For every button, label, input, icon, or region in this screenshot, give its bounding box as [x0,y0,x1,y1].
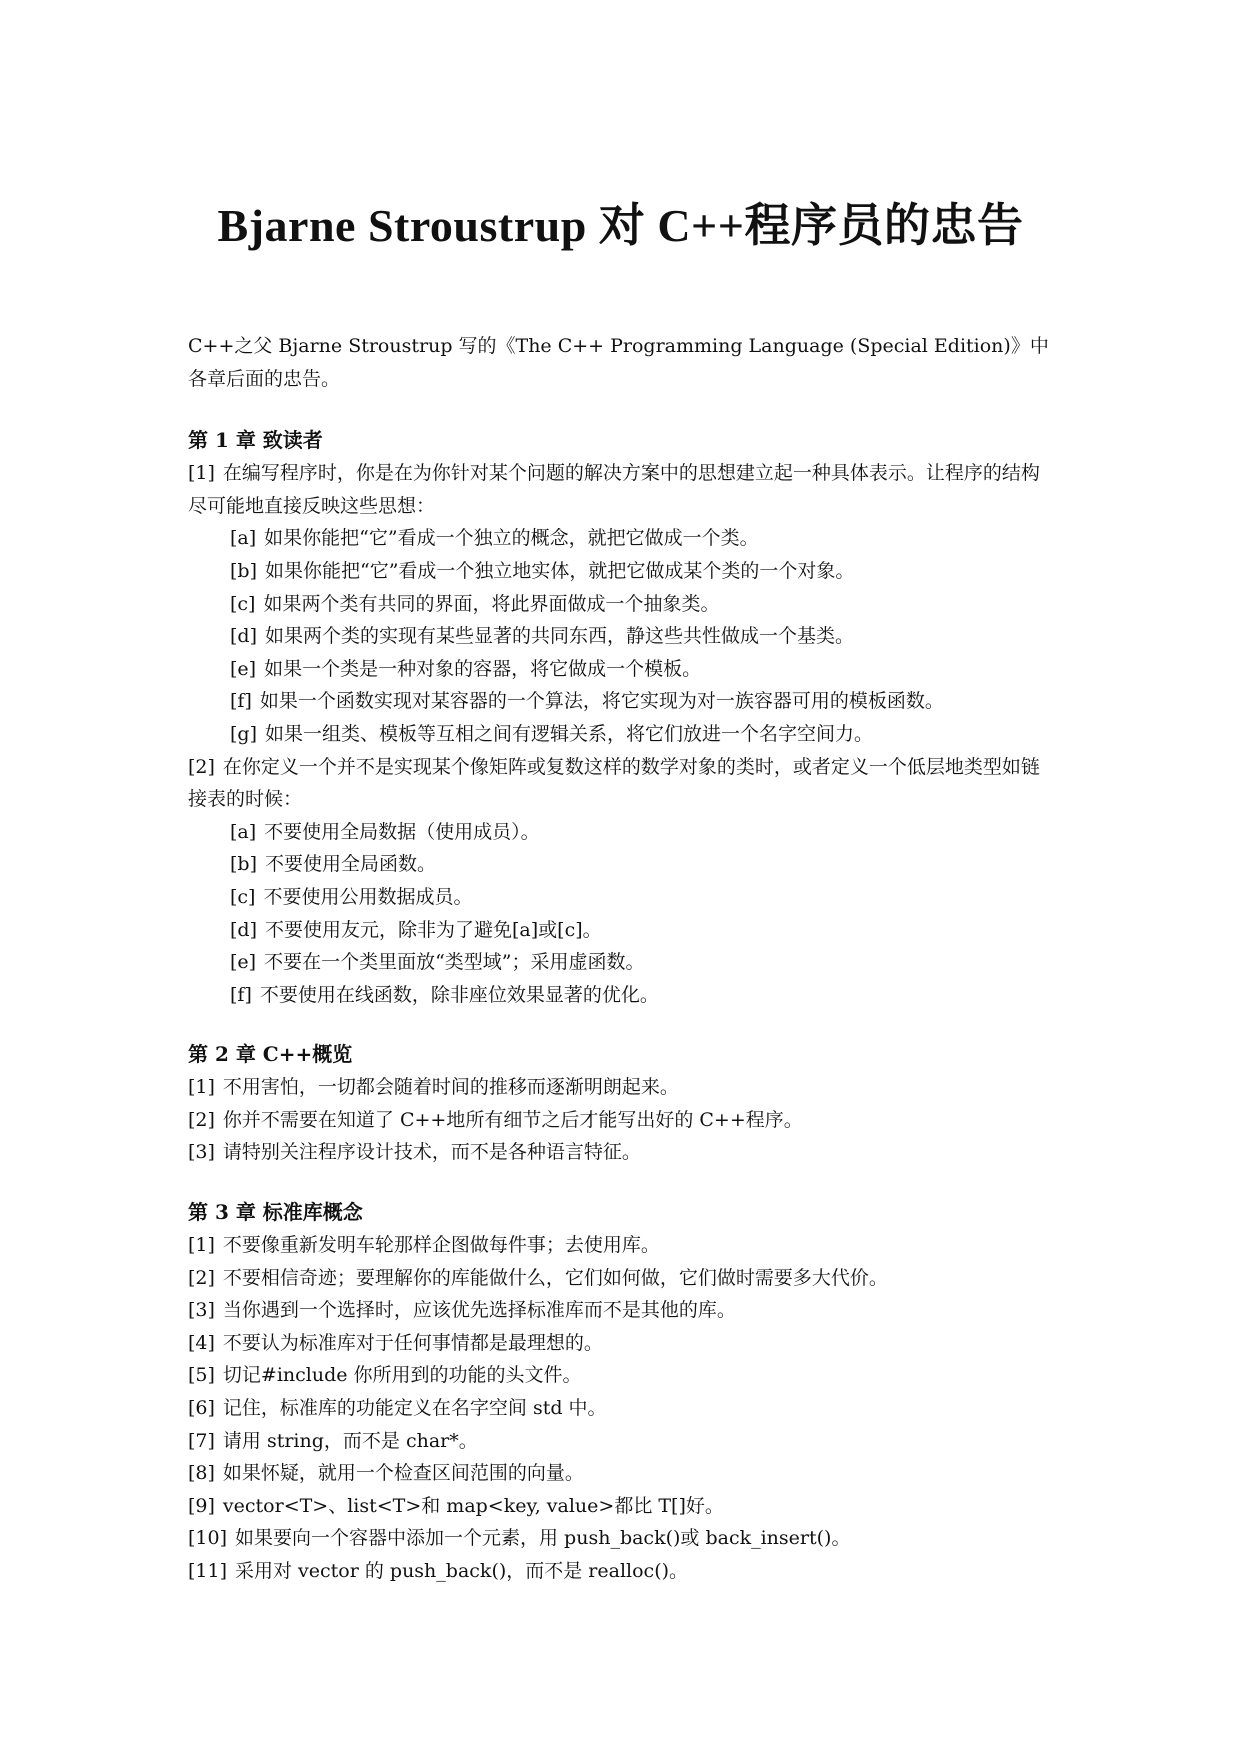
advice-item [188,1392,1058,1425]
item-label: [1] [188,1076,215,1099]
subitem-label: [c] [230,885,256,908]
item-text: 你并不需要在知道了 C++地所有细节之后才能写出好的 C++程序。 [222,1108,803,1131]
subitem-text: 不要使用在线函数，除非座位效果显著的优化。 [259,983,659,1006]
chapter-heading: 第 3 章 标准库概念 [188,1200,363,1225]
chapter-heading: 第 2 章 C++概览 [188,1042,353,1067]
item-label: [3] [188,1299,215,1322]
subitem-label: [e] [230,657,257,680]
item-text: 当你遇到一个选择时，应该优先选择标准库而不是其他的库。 [222,1299,736,1322]
subitem-label: [d] [230,625,257,648]
advice-item [188,1359,1058,1392]
item-text: 请用 string，而不是 char*。 [222,1429,478,1452]
advice-item [188,1104,1058,1137]
item-label: [1] [188,462,215,485]
subitem-label: [g] [230,722,257,745]
item-label: [7] [188,1429,215,1452]
item-text: 切记#include 你所用到的功能的头文件。 [222,1364,582,1387]
advice-subitem [230,685,1058,718]
subitem-label: [b] [230,853,257,876]
item-text: 如果怀疑，就用一个检查区间范围的向量。 [222,1462,584,1485]
advice-item [188,1522,1058,1555]
item-text: 不要相信奇迹；要理解你的库能做什么，它们如何做，它们做时需要多大代价。 [222,1266,888,1289]
subitem-text: 不要使用友元，除非为了避免[a]或[c]。 [265,918,602,941]
advice-subitem [230,588,1058,621]
advice-subitem [230,718,1058,751]
document-body [188,330,1058,1614]
advice-subitem [230,881,1058,914]
advice-item [188,1229,1058,1262]
subitem-label: [f] [230,690,252,713]
advice-item [188,1425,1058,1458]
subitem-text: 如果一个类是一种对象的容器，将它做成一个模板。 [264,657,702,680]
subitem-label: [a] [230,527,257,550]
subitem-label: [b] [230,559,257,582]
intro-paragraph: C++之父 Bjarne Stroustrup 写的《The C++ Programming Language (Special Edition)》中各章后面的忠告。 [188,335,1049,390]
subitem-text: 不要使用全局函数。 [265,853,437,876]
item-text: vector<T>、list<T>和 map<key, value>都比 T[]好。 [222,1494,724,1517]
advice-subitem [230,522,1058,555]
advice-subitem [230,620,1058,653]
subitem-label: [c] [230,592,256,615]
subitem-text: 如果你能把“它”看成一个独立地实体，就把它做成某个类的一个对象。 [265,559,855,582]
item-text: 不要像重新发明车轮那样企图做每件事；去使用库。 [222,1234,660,1257]
item-text: 在编写程序时，你是在为你针对某个问题的解决方案中的思想建立起一种具体表示。让程序的结构尽可能地直接反映这些思想： [188,462,1040,517]
item-label: [11] [188,1560,228,1582]
item-text: 不用害怕，一切都会随着时间的推移而逐渐明朗起来。 [222,1076,679,1099]
item-label: [2] [188,1266,215,1289]
advice-item [188,1490,1058,1523]
advice-item [188,1555,1058,1588]
item-text: 不要认为标准库对于任何事情都是最理想的。 [222,1331,603,1354]
item-text: 请特别关注程序设计技术，而不是各种语言特征。 [222,1141,641,1164]
chapter-3 [188,1195,1058,1588]
item-label: [2] [188,1108,215,1131]
subitem-text: 如果你能把“它”看成一个独立的概念，就把它做成一个类。 [264,527,759,550]
subitem-label: [e] [230,951,257,974]
advice-item [188,1262,1058,1295]
page-title: Bjarne Stroustrup 对 C++程序员的忠告 [217,200,1024,251]
advice-item [188,751,1058,816]
chapter-heading: 第 1 章 致读者 [188,428,323,453]
item-text: 记住，标准库的功能定义在名字空间 std 中。 [222,1397,607,1420]
subitem-text: 如果一组类、模板等互相之间有逻辑关系，将它们放进一个名字空间力。 [265,722,874,745]
advice-subitem [230,914,1058,947]
subitem-label: [d] [230,918,257,941]
subitem-label: [a] [230,820,257,843]
item-label: [5] [188,1364,215,1387]
advice-item [188,1071,1058,1104]
item-label: [4] [188,1331,215,1354]
advice-item [188,1327,1058,1360]
item-label: [1] [188,1234,215,1257]
subitem-text: 不要使用公用数据成员。 [263,885,473,908]
advice-item [188,1457,1058,1490]
item-label: [3] [188,1141,215,1164]
subitem-text: 如果两个类有共同的界面，将此界面做成一个抽象类。 [263,592,720,615]
advice-item [188,457,1058,522]
subitem-label: [f] [230,983,252,1006]
item-label: [2] [188,755,215,778]
item-label: [10] [188,1527,228,1550]
item-text: 采用对 vector 的 push_back()，而不是 realloc()。 [235,1560,689,1582]
advice-subitem [230,946,1058,979]
chapter-1 [188,423,1058,1011]
chapter-2 [188,1037,1058,1169]
advice-item [188,1294,1058,1327]
advice-subitem [230,979,1058,1012]
item-label: [6] [188,1397,215,1420]
advice-subitem [230,653,1058,686]
advice-subitem [230,555,1058,588]
advice-subitem [230,848,1058,881]
subitem-text: 如果一个函数实现对某容器的一个算法，将它实现为对一族容器可用的模板函数。 [259,690,944,713]
item-text: 在你定义一个并不是实现某个像矩阵或复数这样的数学对象的类时，或者定义一个低层地类型如链接表的时候： [188,755,1040,811]
advice-item [188,1136,1058,1169]
advice-subitem [230,816,1058,849]
item-label: [9] [188,1494,215,1517]
subitem-text: 不要使用全局数据（使用成员）。 [264,820,540,843]
subitem-text: 如果两个类的实现有某些显著的共同东西，静这些共性做成一个基类。 [265,625,855,648]
subitem-text: 不要在一个类里面放“类型域”；采用虚函数。 [264,951,645,974]
item-label: [8] [188,1462,215,1485]
item-text: 如果要向一个容器中添加一个元素，用 push_back()或 back_insert()。 [235,1527,851,1550]
